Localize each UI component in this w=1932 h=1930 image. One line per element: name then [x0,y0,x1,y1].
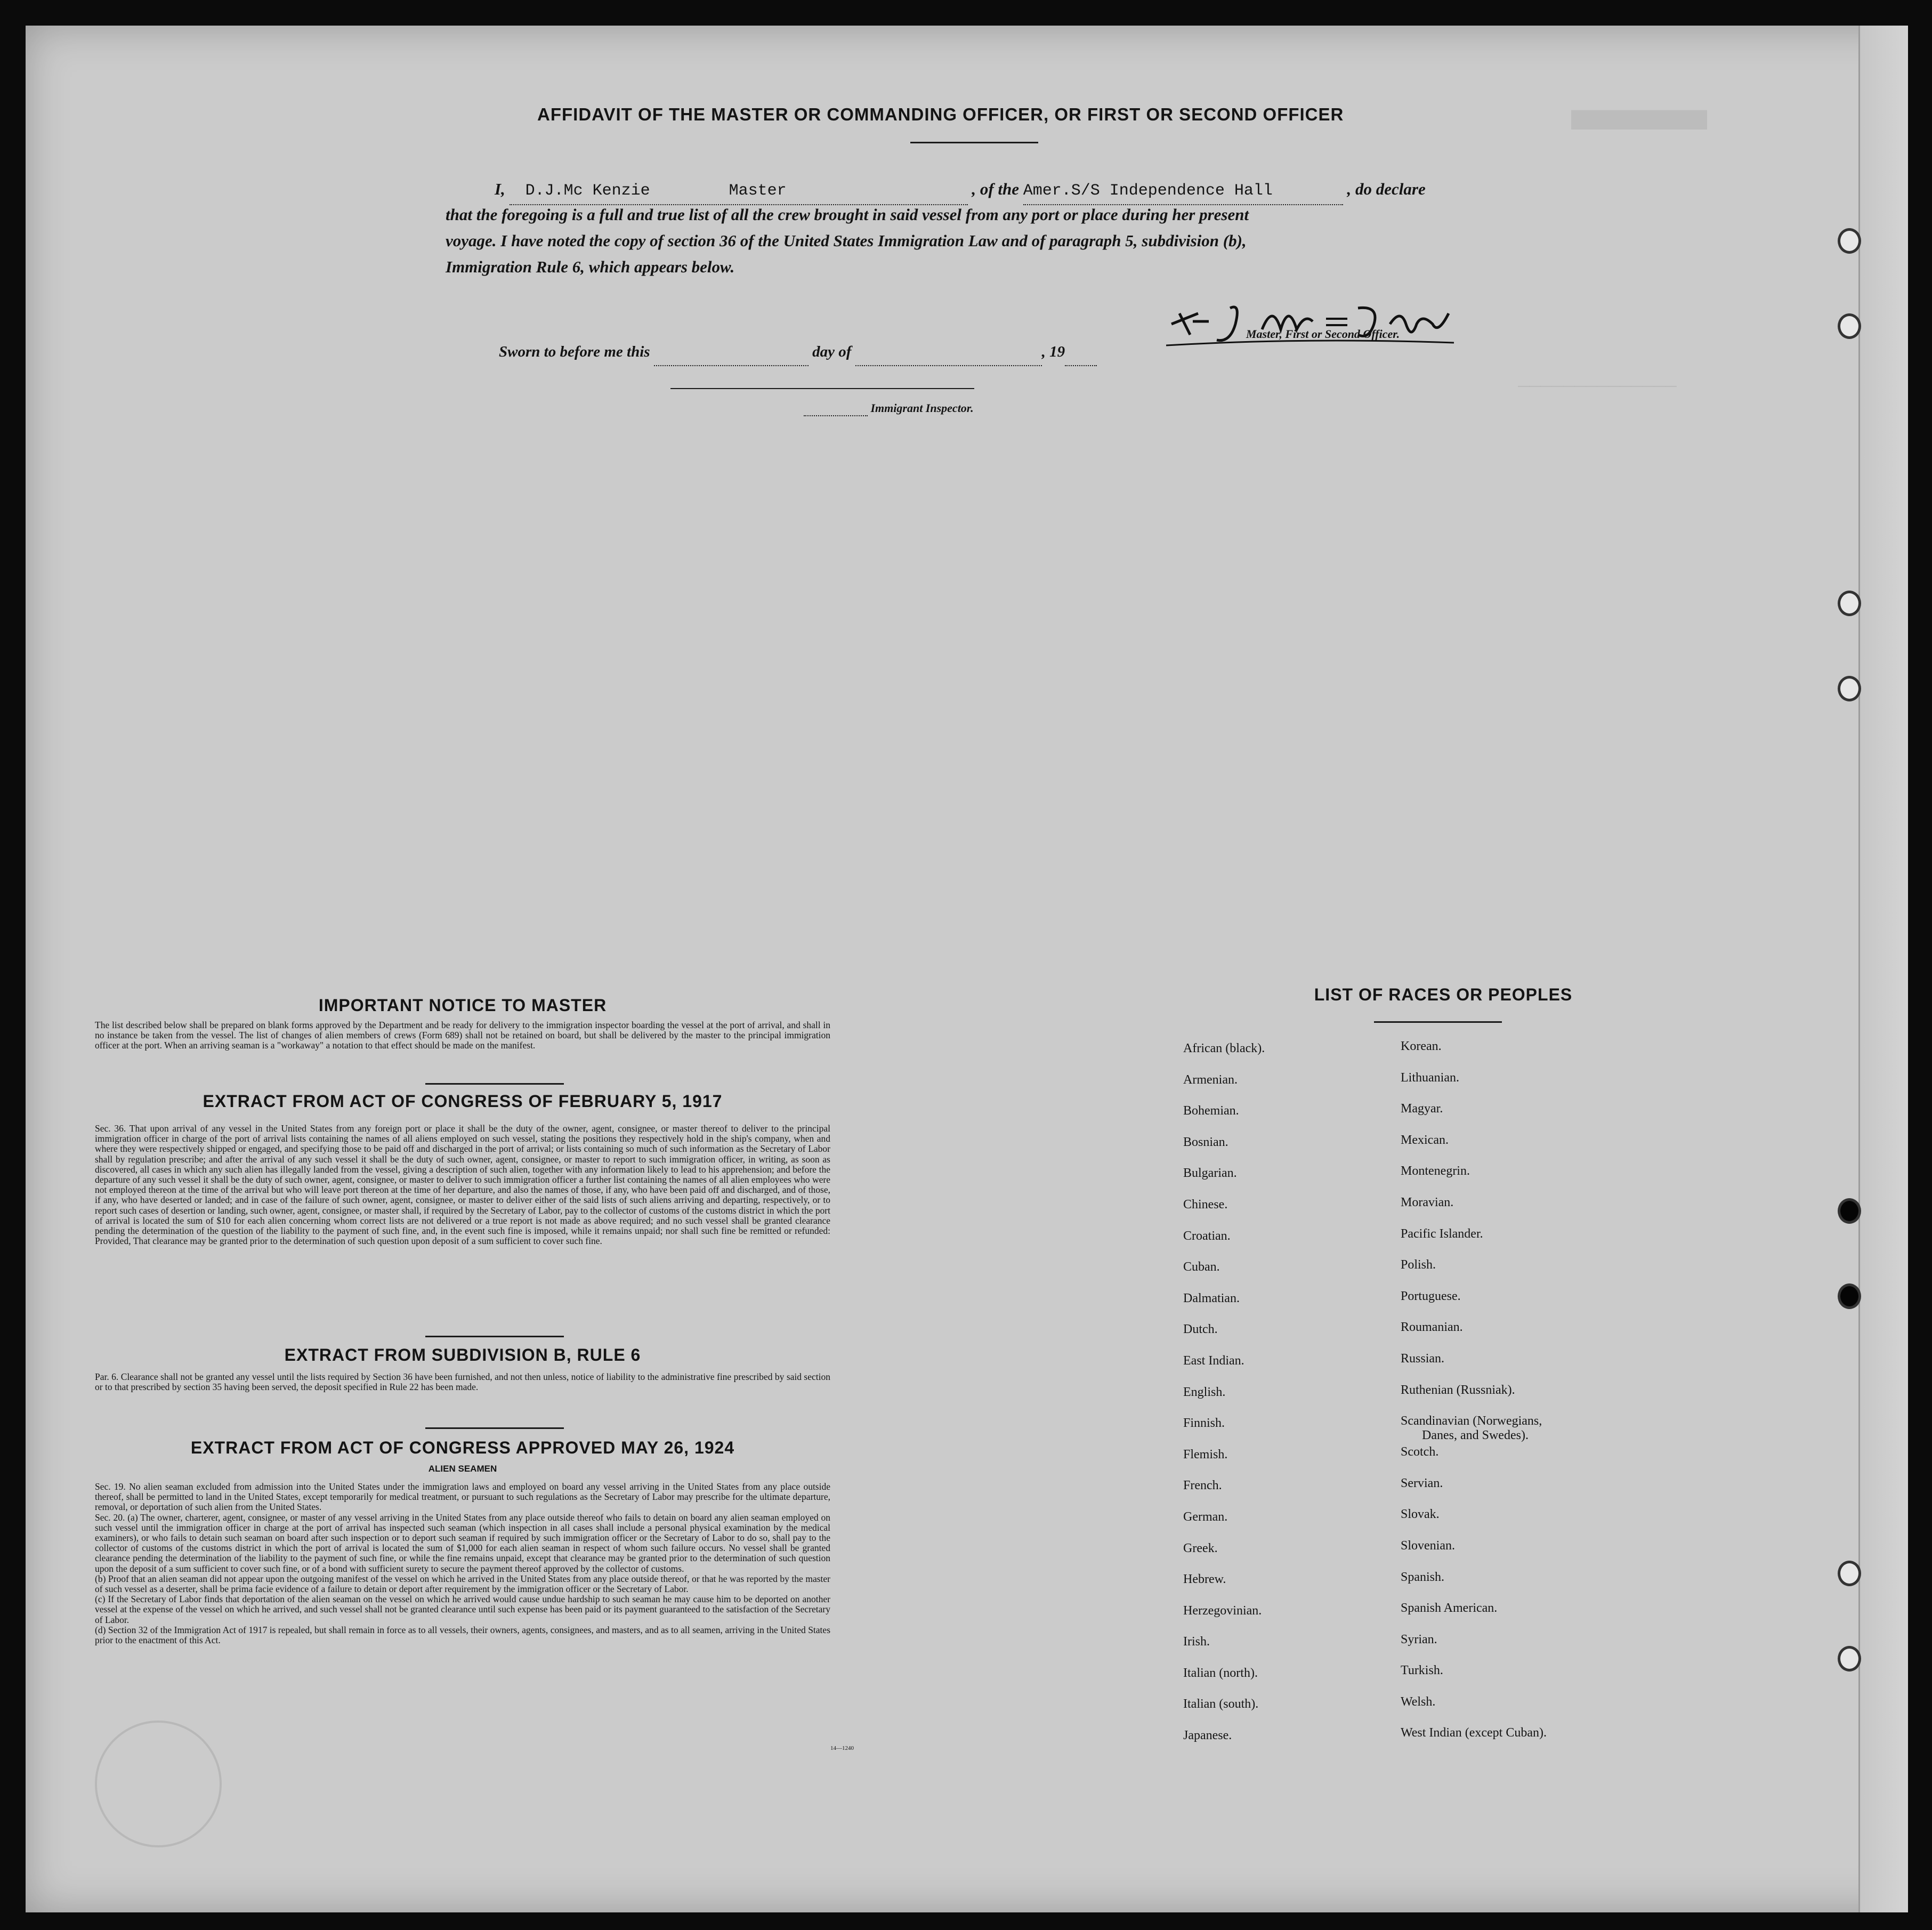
officer-name: D.J.Mc Kenzie [525,182,650,200]
sec-20a-text: Sec. 20. (a) The owner, charterer, agent, consignee, or master of any vessel arriving in the United States from any place outside thereof who fails to detain on board any alien seaman employed on such vessel until the immigration officer in charge at the port of arrival has inspected such seaman (which inspection in all cases shall include a personal physical examination by the medical examiners), or who fails to detain such seaman on board after such inspection or to deport such seaman if required by such immigration officer or the Secretary of Labor to do so, shall pay to the collector of customs of the customs district in which the port of arrival is located the sum of $1,000 for each alien seaman in respect of whom such failure occurs. No vessel shall be granted clearance pending the determination of the liability to the payment of such fine, or while the fine remains unpaid, except that clearance may be granted prior to the determination of such question upon the deposit of a sum sufficient to cover such fine, or of a bond with sufficient surety to secure the payment thereof approved by the collector of customs. [95,1512,830,1574]
race-item: Bohemian. [1183,1104,1239,1118]
race-item: Herzegovinian. [1183,1603,1262,1618]
binder-hole-icon [1838,228,1861,254]
sworn-year-field [1065,339,1097,366]
sworn-month-field [855,339,1042,366]
affidavit-line-3: voyage. I have noted the copy of section 36 of the United States Immigration Law and of paragraph 5, subdivision (b), [446,231,1247,250]
race-item: Slovenian. [1401,1538,1455,1553]
divider [425,1083,564,1085]
affidavit-line-2: that the foregoing is a full and true list of all the crew brought in said vessel from any port or place during her present [446,205,1249,224]
races-title: LIST OF RACES OR PEOPLES [1314,985,1573,1004]
divider [425,1336,564,1337]
race-item: English. [1183,1385,1226,1399]
inspector-label: Immigrant Inspector. [870,401,974,415]
extract-1917-text: Sec. 36. That upon arrival of any vessel in the United States from any foreign port or place it shall be the duty of the owner, agent, consignee, or master thereof to deliver to the principal immigration officer in charge of the port of arrival lists containing the names of all aliens employed on such vessel, stating the positions they respectively hold in the ship's company, when and where they were respectively shipped or engaged, and specifying those to be paid off and discharged in the port of arrival; or lists containing so much of such information as the Secretary of Labor shall by regulation prescribe; and after the arrival of any such vessel it shall be the duty of such owner, agent, consignee, or master to report to such immigration officer, in writing, as soon as discovered, all cases in which any such alien has illegally landed from the vessel, giving a description of such alien, together with any information likely to lead to his apprehension; and before the departure of any such vessel it shall be the duty of such owner, agent, consignee, or master to deliver to such immigration officer a further list containing the names of all alien employees who were not employed thereon at the time of the arrival but who will leave port thereon at the time of her departure, and also the names of those, if any, who have been paid off and discharged, and of those, if any, who have deserted or landed; and in case of the failure of such owner, agent, consignee, or master to deliver either of the said lists of such aliens arriving and departing, respectively, or to report such cases of desertion or landing, such owner, agent, consignee, or master shall, if required by the Secretary of Labor, pay to the collector of customs of the customs district in which the port of arrival is located the sum of $10 for each alien concerning whom correct lists are not delivered or a true report is not made as above required; and no such vessel shall be granted clearance pending the determination of the question of the liability to the payment of such fine, and, in the event such fine is imposed, while it remains unpaid; nor shall such fine be remitted or refunded: Provided, That clearance may be granted prior to the determination of such question upon deposit of a sum sufficient to cover such fine. [95,1123,830,1247]
binder-hole-icon [1838,676,1861,701]
vessel-name: Amer.S/S Independence Hall [1023,182,1273,200]
divider [910,142,1038,143]
race-item: Cuban. [1183,1260,1220,1274]
race-item: Lithuanian. [1401,1070,1459,1085]
race-item: Servian. [1401,1476,1443,1490]
race-item: Mexican. [1401,1133,1449,1147]
extract-1924-text [95,1482,830,1645]
race-item: German. [1183,1509,1228,1524]
sworn-label: Sworn to before me this [499,343,650,360]
race-item: Pacific Islander. [1401,1226,1483,1241]
affidavit-title: AFFIDAVIT OF THE MASTER OR COMMANDING OFFICER, OR FIRST OR SECOND OFFICER [537,104,1344,124]
bleed-through: ████████████ [1571,111,1708,128]
i-label: I, [495,180,505,198]
race-item: Turkish. [1401,1663,1443,1678]
sec-20b-text: (b) Proof that an alien seaman did not appear upon the outgoing manifest of the vessel on which he arrived in the United States from any place outside thereof, or that he was reported by the master of such vessel as a deserter, shall be prima facie evidence of a failure to detain or deport after requirement by the immigration officer or the Secretary of Labor. [95,1573,830,1595]
do-declare-label: , do declare [1347,180,1426,198]
sec-19-text: Sec. 19. No alien seaman excluded from admission into the United States under the immigration laws and employed on board any vessel arriving in the United States from any place outside thereof, shall be permitted to land in the United States, except temporarily for medical treatment, or pursuant to such regulations as the Secretary of Labor may prescribe for the ultimate departure, removal, or deportation of such alien from the United States. [95,1481,830,1513]
binder-hole-icon [1838,313,1861,339]
race-item: Spanish. [1401,1570,1445,1584]
race-item: Armenian. [1183,1072,1238,1087]
race-item: Italian (north). [1183,1666,1258,1680]
races-right-column [1401,1039,1547,1757]
race-item: Slovak. [1401,1507,1440,1522]
year-prefix: , 19 [1041,343,1065,360]
race-item: Scotch. [1401,1445,1439,1459]
race-item: Danes, and Swedes). [1422,1428,1529,1443]
race-item: Magyar. [1401,1102,1443,1116]
race-item: Chinese. [1183,1197,1228,1212]
race-item: Ruthenian (Russniak). [1401,1383,1515,1397]
of-the-label: , of the [972,180,1020,198]
divider [425,1427,564,1429]
binder-hole-icon [1838,1198,1861,1224]
binder-hole-icon [1838,1561,1861,1586]
notice-title: IMPORTANT NOTICE TO MASTER [318,996,607,1015]
day-of-label: day of [812,343,852,360]
race-item: Dalmatian. [1183,1291,1240,1305]
race-item: French. [1183,1479,1222,1493]
extract-rule6-title: EXTRACT FROM SUBDIVISION B, RULE 6 [284,1345,641,1364]
race-item: Portuguese. [1401,1289,1461,1303]
race-item: Welsh. [1401,1694,1436,1709]
race-item: West Indian (except Cuban). [1401,1726,1547,1740]
sec-20c-text: (c) If the Secretary of Labor finds that deportation of the alien seaman on the vessel on which he arrived would cause undue hardship to such seaman he may cause him to be deported on another vessel at the expense of the vessel on which he arrived, and such vessel shall not be granted clearance until such expense has been paid or its payment guaranteed to the satisfaction of the Secretary of Labor. [95,1594,830,1625]
race-item: Roumanian. [1401,1320,1463,1335]
sworn-day-field [654,339,809,366]
race-item: Japanese. [1183,1729,1232,1743]
race-item: Italian (south). [1183,1697,1259,1711]
document-sheet [26,26,1908,1912]
inspector-line [804,401,974,416]
race-item: Finnish. [1183,1416,1225,1431]
alien-seamen-subtitle: ALIEN SEAMEN [428,1464,497,1474]
affidavit-line-4: Immigration Rule 6, which appears below. [446,257,735,276]
race-item: Croatian. [1183,1229,1231,1243]
race-item: Russian. [1401,1351,1445,1366]
race-item: Spanish American. [1401,1601,1498,1616]
race-item: Flemish. [1183,1447,1228,1461]
affidavit-line-1 [495,176,1426,205]
binder-hole-icon [1838,591,1861,616]
races-left-column [1183,1041,1265,1760]
race-item: Hebrew. [1183,1572,1226,1587]
race-item: East Indian. [1183,1353,1244,1368]
binder-hole-icon [1838,1283,1861,1309]
inspector-field [804,401,868,416]
race-item: Montenegrin. [1401,1164,1470,1178]
embossed-seal [95,1721,222,1847]
inspector-signature-line [670,388,974,389]
race-item: Korean. [1401,1039,1442,1053]
race-item: Syrian. [1401,1632,1437,1646]
officer-rank: Master [729,182,787,200]
binder-hole-icon [1838,1646,1861,1671]
divider [1374,1021,1502,1023]
extract-1917-title: EXTRACT FROM ACT OF CONGRESS OF FEBRUARY 5, 1917 [203,1092,723,1111]
officer-signature [1166,292,1465,351]
race-item: Greek. [1183,1541,1218,1555]
extract-rule6-text: Par. 6. Clearance shall not be granted any vessel until the lists required by Section 36 have been furnished, and not then unless, notice of liability to the administrative fine prescribed by said section or to that prescribed by section 35 having been served, the deposit specified in Rule 22 has been made. [95,1371,830,1393]
race-item: Irish. [1183,1635,1210,1649]
sworn-line [499,339,1097,366]
bleed-through: ────────────── [1518,377,1677,395]
extract-1924-title: EXTRACT FROM ACT OF CONGRESS APPROVED MAY 26, 1924 [190,1438,735,1457]
race-item: Scandinavian (Norwegians, [1401,1414,1542,1428]
race-item: Moravian. [1401,1195,1454,1209]
race-item: Bulgarian. [1183,1166,1237,1181]
sec-20d-text: (d) Section 32 of the Immigration Act of 1917 is repealed, but shall remain in force as to all vessels, their owners, agents, consignees, and masters, and as to all seamen, arriving in the United States prior to the enactment of this Act. [95,1624,830,1646]
race-item: Polish. [1401,1258,1436,1272]
race-item: Bosnian. [1183,1135,1228,1149]
notice-text: The list described below shall be prepared on blank forms approved by the Department and be ready for delivery to the immigration inspector boarding the vessel at the port of arrival, and shall in no instance be taken from the vessel. The list of changes of alien members of crews (Form 689) shall not be retained on board, but shall be delivered by the master to the principal immigration officer at the port. When an arriving seaman is a "workaway" a notation to that effect should be made on the manifest. [95,1020,830,1051]
race-item: African (black). [1183,1041,1265,1055]
form-number: 14—1240 [830,1745,854,1751]
race-item: Dutch. [1183,1322,1218,1337]
sheet-edge [1858,26,1908,1912]
signature-caption: Master, First or Second Officer. [1246,327,1400,341]
